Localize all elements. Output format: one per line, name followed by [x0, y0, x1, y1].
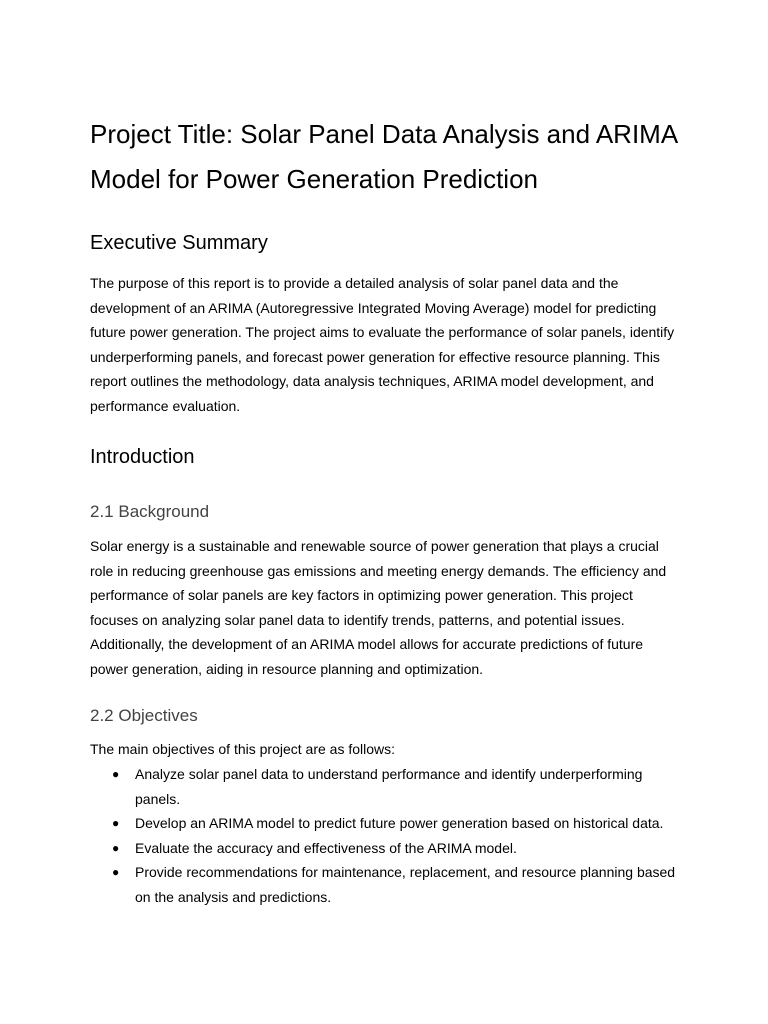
background-paragraph: Solar energy is a sustainable and renewable source of power generation that plays a crucial role in reducing greenhouse gas emissions and meeting energy demands. The efficiency and performance of solar panels are key factors in optimizing power generation. This project focuses on analyzing solar panel data to identify trends, patterns, and potential issues. Additionally, the development of an ARIMA model allows for accurate predictions of future power generation, aiding in resource planning and optimization.	[90, 538, 667, 677]
list-item-text: Evaluate the accuracy and effectiveness of the ARIMA model.	[135, 839, 517, 856]
list-item-text: Provide recommendations for maintenance, replacement, and resource planning based on the analysis and predictions.	[135, 864, 676, 905]
list-item-text: Analyze solar panel data to understand performance and identify underperforming panels.	[135, 766, 643, 807]
background-heading: 2.1 Background	[90, 502, 210, 521]
executive-summary-paragraph: The purpose of this report is to provide a detailed analysis of solar panel data and the development of an ARIMA (Autoregressive Integrated Moving Average) model for predicting future power generation. The project aims to evaluate the performance of solar panels, identify underperforming panels, and forecast power generation for effective resource planning. This report outlines the methodology, data analysis techniques, ARIMA model development, and performance evaluation.	[90, 275, 675, 414]
document-title: Project Title: Solar Panel Data Analysis and ARIMA Model for Power Generation Prediction	[90, 119, 677, 194]
list-item-text: Develop an ARIMA model to predict future power generation based on historical data.	[135, 815, 664, 831]
list-item	[90, 762, 680, 811]
objectives-list	[90, 762, 690, 909]
bullet-icon: ●	[112, 840, 120, 855]
list-item	[90, 836, 680, 861]
objectives-heading: 2.2 Objectives	[90, 706, 198, 725]
executive-summary-heading: Executive Summary	[90, 232, 268, 254]
objectives-intro: The main objectives of this project are as follows:	[90, 741, 396, 757]
bullet-icon: ●	[112, 767, 120, 781]
list-item	[90, 860, 680, 909]
introduction-heading: Introduction	[90, 446, 195, 468]
list-item	[90, 811, 680, 836]
bullet-icon: ●	[112, 865, 120, 879]
bullet-icon: ●	[112, 816, 120, 830]
